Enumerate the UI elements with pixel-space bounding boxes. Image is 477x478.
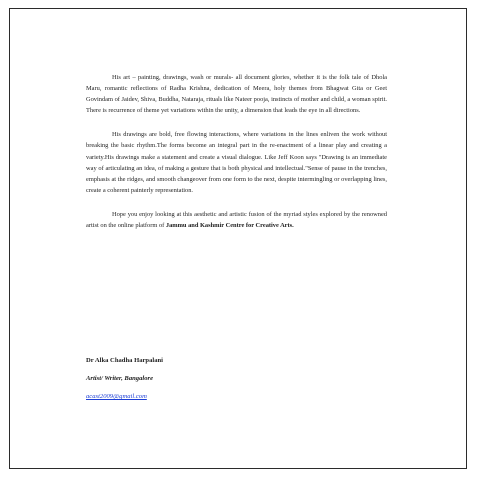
paragraph-drawings-text: His drawings are bold, free flowing interactions, where variations in the lines enliven the work without breaking the basic rhythm.The forms become an integral part in the re-enactment of a linear play and creating a variety.His drawings make a statement and create a visual dialogue. Like Jeff Koon says "Drawing is an immediate way of articulating an idea, of making a gesture that is both physical and intellectual."Sense of pause in the trenches, emphasis at the ridges, and smooth changeover from one form to the next, despite intermingling or overlapping lines, create a coherent painterly representation. [86, 131, 387, 194]
paragraph-closing [86, 209, 387, 231]
author-name: Dr Alka Chadha Harpalani [86, 357, 164, 364]
centre-name: Jammu and Kashmir Centre for Creative Arts. [165, 222, 294, 230]
paragraph-art-themes-text: His art – painting, drawings, wash or murals- all document glories, whether it is the folk tale of Dhola Maru, romantic reflections of Radha Krishna, dedication of Meera, holy themes from Bhagwat Gita or Geet Govindam of Jaidev, Shiva, Buddha, Nataraja, rituals like Nateer pooja, instincts of mother and child, a woman spirit. There is recurrence of theme yet variations within the unity, a dimension that leads the eye in all directions. [86, 74, 387, 115]
author-email-link[interactable]: acast2009@gmail.com [86, 393, 147, 400]
paragraph-closing-text: Hope you enjoy looking at this aesthetic and artistic fusion of the myriad styles explored by the renowned artist on the online platform of [86, 210, 387, 230]
paragraph-drawings [86, 129, 387, 196]
signature-block [86, 352, 346, 406]
author-role: Artist/ Writer, Bangalore [86, 375, 153, 382]
paragraph-art-themes [86, 72, 387, 116]
document-body [86, 72, 387, 231]
author-email-row [86, 388, 346, 406]
